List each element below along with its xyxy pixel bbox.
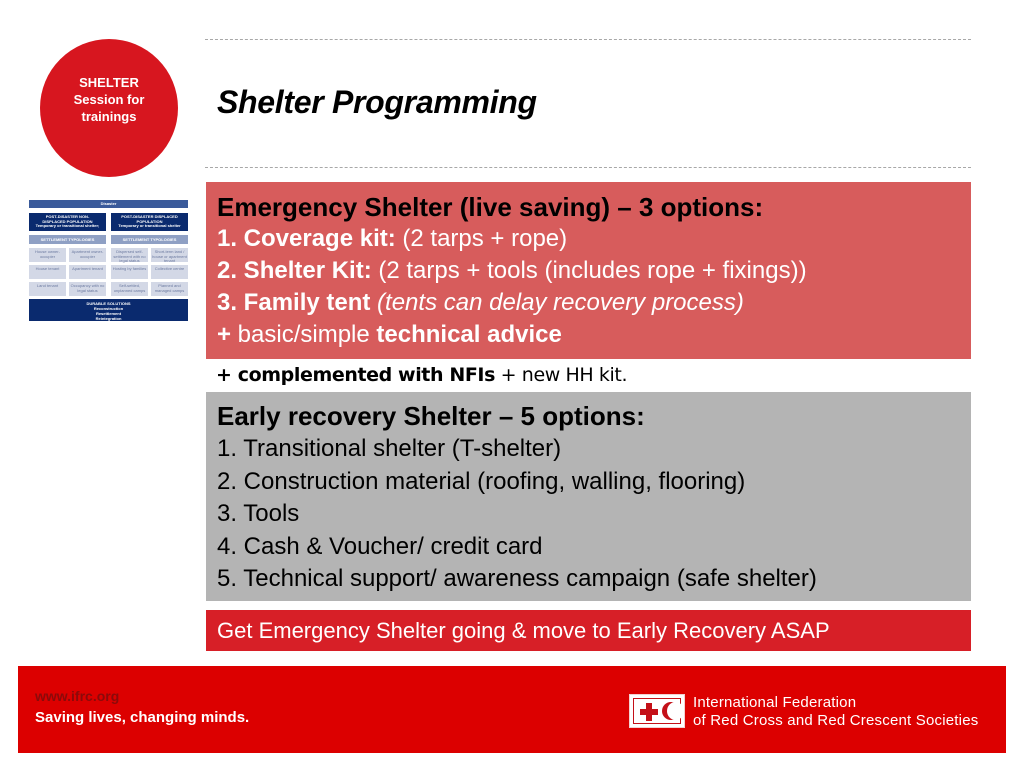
org-name-line-1: International Federation: [693, 694, 857, 711]
emergency-advice: [217, 319, 960, 351]
top-divider: [205, 39, 971, 40]
diagram-cell: Apartment tenant: [69, 265, 106, 279]
diagram-cell: House owner-occupier: [29, 248, 66, 262]
diagram-cell: Dispersed self-settlement with no legal status: [111, 248, 148, 262]
footer-bar: [18, 666, 1006, 753]
item-text: (2 tarps + tools (includes rope + fixings)): [371, 257, 807, 284]
diagram-non-displaced-header: [29, 213, 106, 231]
diagram-text: POPULATION: [136, 218, 163, 224]
title-divider: [205, 167, 971, 168]
item-label: 3. Family tent: [217, 289, 371, 316]
diagram-cell: Land tenant: [29, 282, 66, 296]
diagram-text: POST-DISASTER DISPLACED: [121, 214, 178, 219]
early-recovery-item: 1. Transitional shelter (T-shelter): [217, 435, 562, 462]
diagram-text: Resettlement: [95, 311, 122, 316]
emergency-shelter-box: [206, 182, 971, 359]
emergency-item-2: [217, 255, 960, 287]
diagram-cell: Hosting by families: [111, 265, 148, 279]
diagram-cell: Apartment owner-occupier: [69, 248, 106, 262]
diagram-text: Temporary or transitional shelter;: [35, 223, 100, 228]
early-recovery-item: 2. Construction material (roofing, walling, flooring): [217, 467, 746, 495]
diagram-cell: Occupancy with no legal status: [69, 282, 106, 296]
item-text: (2 tarps + rope): [395, 225, 568, 252]
early-recovery-item: 4. Cash & Voucher/ credit card: [217, 532, 543, 560]
nfi-text: + new HH kit.: [495, 364, 628, 386]
logo-frame: [633, 698, 681, 724]
diagram-cell: Self-settled, unplanned camps: [111, 282, 148, 296]
diagram-cell: Planned and managed camps: [151, 282, 188, 296]
session-badge: [40, 39, 178, 177]
org-name-line-2: of Red Cross and Red Crescent Societies: [693, 712, 979, 729]
diagram-text: POST-DISASTER NON-: [45, 214, 90, 219]
diagram-text: Reconstruction: [93, 306, 124, 311]
emergency-heading: Emergency Shelter (live saving) – 3 options:: [217, 192, 764, 222]
nfi-note: [216, 362, 627, 388]
diagram-cell: Short-term land / house or apartment tenant: [152, 249, 187, 263]
website-link[interactable]: www.ifrc.org: [35, 688, 120, 704]
diagram-text: Temporary or transitional shelter: [118, 223, 181, 228]
item-label: 1. Coverage kit:: [217, 225, 396, 252]
advice-bold: technical advice: [376, 321, 562, 348]
diagram-typologies-right: SETTLEMENT TYPOLOGIES: [111, 235, 188, 244]
diagram-displaced-header: [111, 213, 188, 231]
emergency-item-3: [217, 287, 960, 319]
advice-text: basic/simple: [231, 321, 377, 348]
diagram-cell: Collective centre: [151, 265, 188, 279]
badge-line-1: SHELTER: [79, 74, 139, 90]
summary-banner: Get Emergency Shelter going & move to Early Recovery ASAP: [206, 610, 971, 651]
diagram-durable-solutions: [29, 299, 188, 321]
diagram-text: DURABLE SOLUTIONS: [86, 301, 131, 306]
nfi-bold: + complemented with NFIs: [216, 364, 495, 386]
diagram-typologies-left: SETTLEMENT TYPOLOGIES: [29, 235, 106, 244]
badge-line-2: Session for: [73, 91, 145, 107]
tagline: Saving lives, changing minds.: [35, 709, 250, 726]
emergency-item-1: [217, 223, 960, 255]
item-text: (tents can delay recovery process): [370, 289, 744, 316]
item-label: 2. Shelter Kit:: [217, 257, 372, 284]
early-recovery-box: [206, 392, 971, 601]
red-cross-red-crescent-logo-icon: [629, 694, 685, 728]
badge-line-3: trainings: [81, 108, 137, 124]
cross-icon-vertical: [646, 703, 652, 721]
page-title: Shelter Programming: [217, 84, 537, 120]
early-recovery-heading: Early recovery Shelter – 5 options:: [217, 401, 645, 431]
diagram-text: DISPLACED POPULATION: [42, 218, 93, 224]
diagram-text: Reintegration: [95, 316, 122, 321]
diagram-cell: House tenant: [29, 265, 66, 279]
plus-sign: +: [217, 321, 232, 348]
early-recovery-item: 5. Technical support/ awareness campaign (safe shelter): [217, 565, 817, 592]
crescent-icon-cutout: [667, 702, 684, 720]
diagram-disaster-box: Disaster: [29, 200, 188, 208]
settlement-typologies-diagram: [29, 197, 188, 321]
early-recovery-item: 3. Tools: [217, 500, 300, 527]
